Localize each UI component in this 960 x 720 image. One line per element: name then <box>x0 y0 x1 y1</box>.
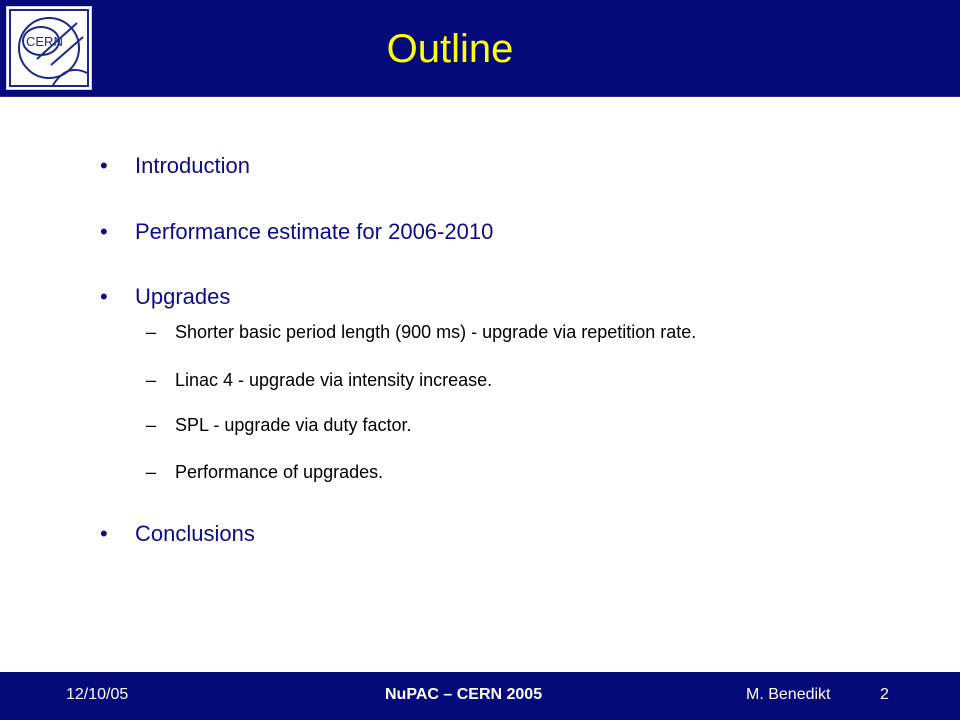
footer-event: NuPAC – CERN 2005 <box>385 686 543 703</box>
sub-bullet-marker: – <box>146 322 157 342</box>
bullet-marker: • <box>100 153 108 178</box>
sub-bullet-text: Linac 4 - upgrade via intensity increase. <box>175 370 493 390</box>
footer-author: M. Benedikt <box>746 686 831 703</box>
bullet-text: Upgrades <box>135 284 231 309</box>
slide-header <box>0 0 960 97</box>
sub-bullet-text: Shorter basic period length (900 ms) - upgrade via repetition rate. <box>175 322 697 342</box>
bullet-text: Performance estimate for 2006-2010 <box>135 219 494 244</box>
footer-page-number: 2 <box>880 686 889 703</box>
bullet-marker: • <box>100 521 108 546</box>
cern-logo-text: CERN <box>26 34 63 49</box>
bullet-text: Conclusions <box>135 521 255 546</box>
slide-footer <box>0 672 960 720</box>
slide-title: Outline <box>386 27 514 71</box>
bullet-text: Introduction <box>135 153 250 178</box>
sub-bullet-marker: – <box>146 415 157 435</box>
footer-date: 12/10/05 <box>66 686 129 703</box>
bullet-marker: • <box>100 219 108 244</box>
sub-bullet-marker: – <box>146 370 157 390</box>
sub-bullet-marker: – <box>146 462 157 482</box>
sub-bullet-text: SPL - upgrade via duty factor. <box>175 415 412 435</box>
bullet-marker: • <box>100 284 108 309</box>
sub-bullet-text: Performance of upgrades. <box>175 462 384 482</box>
